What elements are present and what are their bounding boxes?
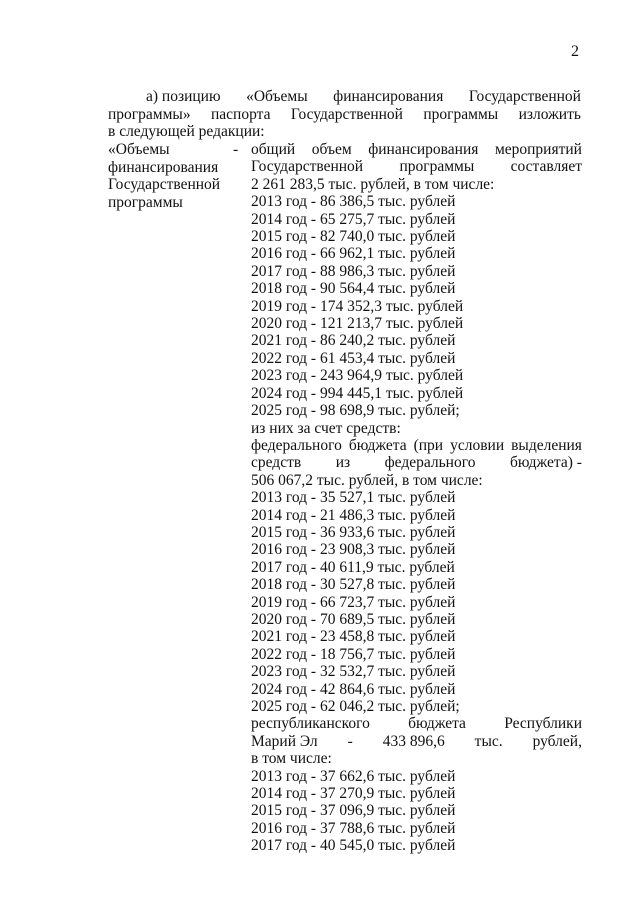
list-item: 2025 год - 98 698,9 тыс. рублей; (251, 402, 460, 420)
list-item: 2021 год - 86 240,2 тыс. рублей (251, 332, 456, 350)
list-item: 2016 год - 23 908,3 тыс. рублей (251, 541, 456, 559)
page-number: 2 (571, 43, 579, 60)
list-item: 2018 год - 30 527,8 тыс. рублей (251, 576, 456, 594)
column-dash: - (233, 141, 239, 158)
list-item: 2022 год - 61 453,4 тыс. рублей (251, 349, 456, 367)
list-item: 2015 год - 37 096,9 тыс. рублей (251, 802, 456, 820)
list-item: 2018 год - 90 564,4 тыс. рублей (251, 280, 456, 298)
republic-line-1: республиканского бюджета Республики (251, 715, 582, 733)
header-line-3: 2 261 283,5 тыс. рублей, в том числе: (251, 175, 495, 193)
list-item: 2023 год - 243 964,9 тыс. рублей (251, 367, 464, 385)
federal-line-2: средств из федерального бюджета) - (251, 454, 582, 472)
list-item: 2014 год - 37 270,9 тыс. рублей (251, 785, 456, 803)
list-item: 2017 год - 40 545,0 тыс. рублей (251, 837, 456, 855)
intro-line-2: программы» паспорта Государственной программы изложить (108, 105, 581, 123)
list-item: 2015 год - 82 740,0 тыс. рублей (251, 228, 456, 246)
list-item: 2016 год - 66 962,1 тыс. рублей (251, 245, 456, 263)
republic-line-3: в том числе: (251, 750, 332, 768)
list-item: 2016 год - 37 788,6 тыс. рублей (251, 819, 456, 837)
table-right-column (251, 141, 582, 855)
list-item: 2023 год - 32 532,7 тыс. рублей (251, 663, 456, 681)
list-item: 2019 год - 66 723,7 тыс. рублей (251, 593, 456, 611)
list-item: 2013 год - 86 386,5 тыс. рублей (251, 193, 456, 211)
list-item: 2020 год - 70 689,5 тыс. рублей (251, 610, 456, 628)
total-years-list (251, 193, 582, 419)
list-item: 2021 год - 23 458,8 тыс. рублей (251, 628, 456, 646)
list-item: 2024 год - 42 864,6 тыс. рублей (251, 680, 456, 698)
list-item: 2014 год - 65 275,7 тыс. рублей (251, 210, 456, 228)
list-item: 2022 год - 18 756,7 тыс. рублей (251, 645, 456, 663)
table-left-column: «Объемы финансирования Государственной программы (108, 141, 221, 211)
federal-line-3: 506 067,2 тыс. рублей, в том числе: (251, 471, 483, 489)
federal-years-list (251, 489, 582, 715)
list-item: 2020 год - 121 213,7 тыс. рублей (251, 315, 464, 333)
list-item: 2013 год - 37 662,6 тыс. рублей (251, 767, 456, 785)
list-item: 2015 год - 36 933,6 тыс. рублей (251, 523, 456, 541)
republic-years-list (251, 768, 582, 855)
header-line-1: общий объем финансирования мероприятий (251, 141, 582, 158)
list-item: 2017 год - 40 611,9 тыс. рублей (251, 558, 455, 576)
list-item: 2014 год - 21 486,3 тыс. рублей (251, 506, 456, 524)
intro-line-3: в следующей редакции: (108, 123, 265, 140)
intro-line-1: а) позицию «Объемы финансирования Государственной (146, 88, 581, 105)
republic-line-2: Марий Эл - 433 896,6 тыс. рублей, (251, 732, 582, 750)
list-item: 2024 год - 994 445,1 тыс. рублей (251, 384, 464, 402)
list-item: 2013 год - 35 527,1 тыс. рублей (251, 489, 456, 507)
federal-line-1: федерального бюджета (при условии выделения (251, 436, 582, 454)
list-item: 2025 год - 62 046,2 тыс. рублей; (251, 698, 460, 715)
list-item: 2019 год - 174 352,3 тыс. рублей (251, 297, 464, 315)
header-line-2: Государственной программы составляет (251, 158, 582, 176)
intro-paragraph (108, 88, 581, 141)
sources-intro: из них за счет средств: (251, 419, 401, 437)
list-item: 2017 год - 88 986,3 тыс. рублей (251, 262, 456, 280)
